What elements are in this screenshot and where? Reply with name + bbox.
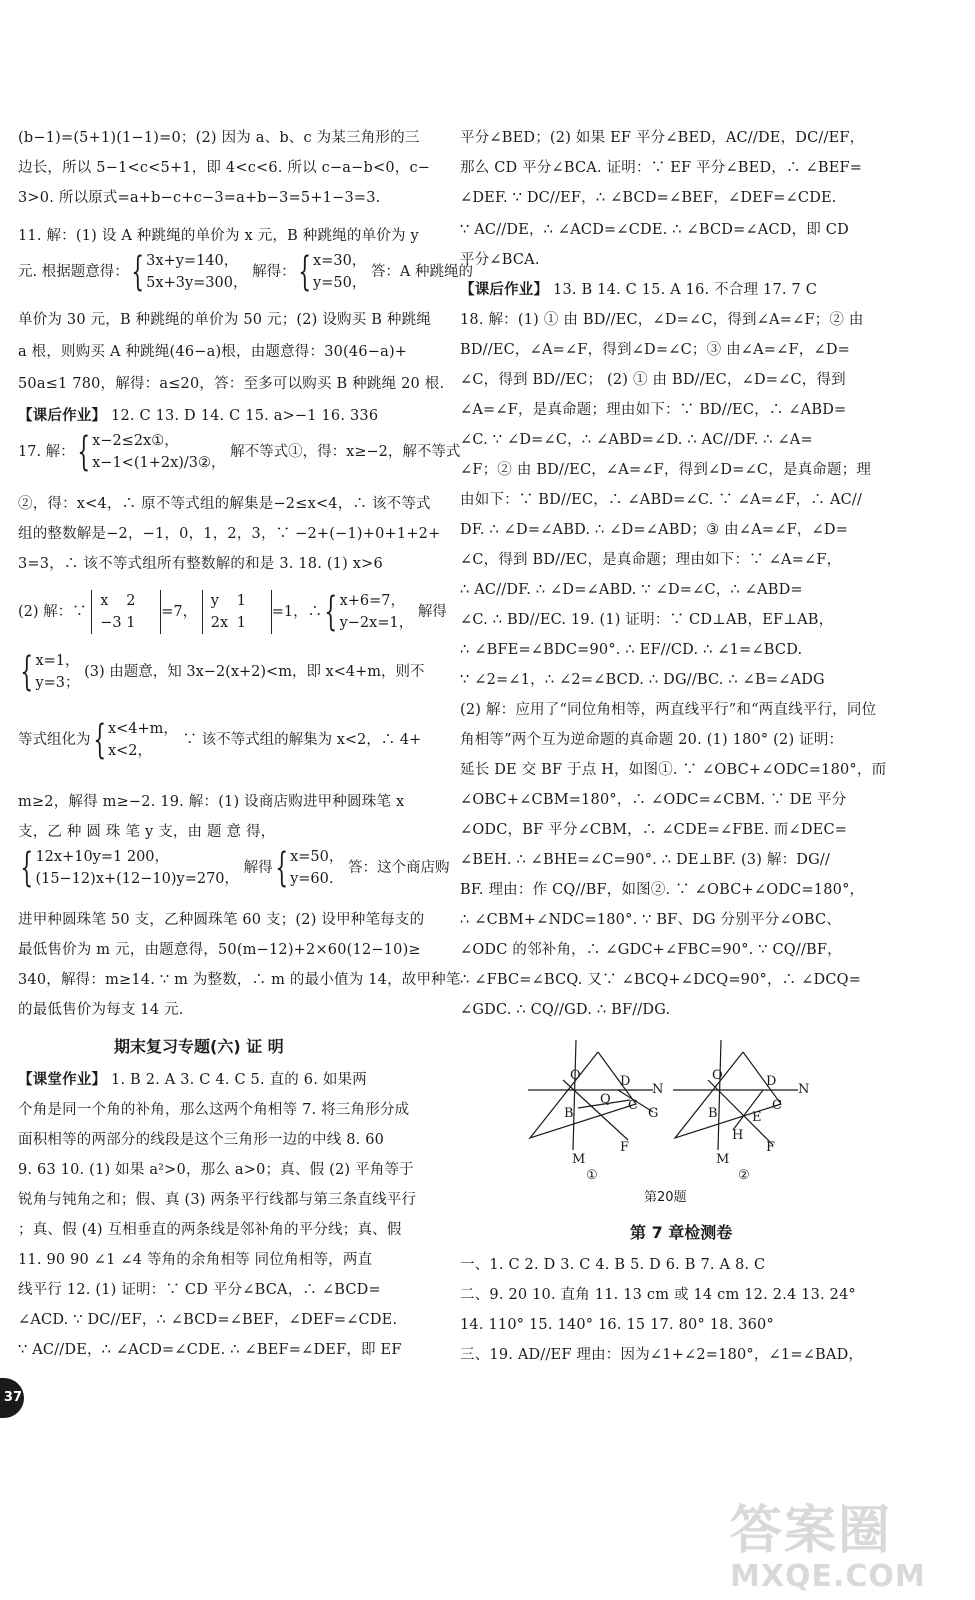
text-line: (b−1)=(5+1)(1−1)=0；(2) 因为 a、b、c 为某三角形的三: [18, 130, 420, 146]
text-line: 进甲种圆珠笔 50 支，乙种圆珠笔 60 支；(2) 设甲种笔每支的: [18, 912, 425, 928]
point-label: M: [716, 1152, 730, 1167]
equation: (15−12)x+(12−10)y=270，: [35, 871, 240, 887]
text-line: ∠C. ∵ ∠D=∠C，∴ ∠ABD=∠D. ∴ AC//DF. ∴ ∠A=: [460, 432, 813, 448]
figure-1-label: ①: [586, 1168, 598, 1183]
equation: x<4+m，: [107, 721, 178, 737]
text-line: 11. 90 90 ∠1 ∠4 等角的余角相等 同位角相等，两直: [18, 1252, 373, 1268]
det-prefix: (2) 解：∵: [18, 604, 87, 620]
solution-stack: [290, 846, 343, 890]
text-line: 支，乙 种 圆 珠 笔 y 支，由 题 意 得，: [18, 824, 276, 840]
text-line: 角相等”两个互为逆命题的真命题 20. (1) 180° (2) 证明：: [460, 732, 844, 748]
det-cell: 1: [236, 593, 246, 609]
equation-stack: [35, 846, 239, 890]
text-line: ∠OBC+∠CBM=180°，∴ ∠ODC=∠CBM. ∵ DE 平分: [460, 792, 847, 808]
text-line: 50a≤1 780，解得：a≤20，答：至多可以购买 B 种跳绳 20 根.: [18, 376, 445, 392]
text-line: ∠GDC. ∴ CQ//GD. ∴ BF//DG.: [460, 1002, 671, 1018]
text-line: ；真、假 (4) 互相垂直的两条线是邻补角的平分线；真、假: [18, 1222, 402, 1238]
point-label: B: [564, 1106, 574, 1121]
equation: 3x+y=140，: [146, 253, 239, 269]
text-line: 那么 CD 平分∠BCA. 证明：∵ EF 平分∠BED，∴ ∠BEF=: [460, 160, 863, 176]
point-label: D: [766, 1074, 777, 1089]
sys-suffix: (3) 由题意，知 3x−2(x+2)<m，即 x<4+m，则不: [84, 664, 425, 680]
sys-mid: 解得: [243, 860, 273, 876]
text-line: ∵ AC//DE，∴ ∠ACD=∠CDE. ∴ ∠BCD=∠ACD，即 CD: [460, 222, 849, 238]
text-line: ∵ AC//DE，∴ ∠ACD=∠CDE. ∴ ∠BEF=∠DEF，即 EF: [18, 1342, 402, 1358]
sys-suffix: ∵ 该不等式组的解集为 x<2，∴ 4+: [182, 732, 422, 748]
text-line: m≥2，解得 m≥−2. 19. 解：(1) 设商店购进甲种圆珠笔 x: [18, 794, 405, 810]
det-mid: =1，∴: [271, 604, 323, 620]
point-label: N: [652, 1082, 664, 1097]
equation: x−2≤2x①，: [92, 433, 179, 449]
text-line: ∴ ∠BFE=∠BDC=90°. ∴ EF//CD. ∴ ∠1=∠BCD.: [460, 642, 803, 658]
text-line: 340，解得：m≥14. ∵ m 为整数，∴ m 的最小值为 14，故甲种笔: [18, 972, 461, 988]
equation-system-11: [18, 250, 473, 294]
left-brace: {: [92, 717, 106, 763]
sys-suffix: 答：这个商店购: [347, 860, 450, 876]
sys-mid: 解得：: [252, 264, 296, 280]
point-label: O: [712, 1068, 723, 1083]
text-line: ∵ ∠2=∠1，∴ ∠2=∠BCD. ∴ DG//BC. ∴ ∠B=∠ADG: [460, 672, 825, 688]
watermark-url: MXQE.COM: [730, 1559, 926, 1594]
text-line: 3=3，∴ 该不等式组所有整数解的和是 3. 18. (1) x>6: [18, 556, 383, 572]
text-line: 11. 解：(1) 设 A 种跳绳的单价为 x 元，B 种跳绳的单价为 y: [18, 228, 419, 244]
triangle: [530, 1052, 636, 1138]
text-line: 由如下：∵ BD//EC，∴ ∠ABD=∠C. ∵ ∠A=∠F，∴ AC//: [460, 492, 863, 508]
solution-stack: [313, 250, 366, 294]
det-cell: y: [210, 593, 219, 609]
sys-prefix: 等式组化为: [18, 732, 91, 748]
point-label: M: [572, 1152, 586, 1167]
text-line: 平分∠BED；(2) 如果 EF 平分∠BED，AC//DE，DC//EF，: [460, 130, 865, 146]
equation: x−1<(1+2x)/3②，: [92, 455, 226, 471]
solution: y=3；: [35, 675, 80, 691]
det-cell: −3: [100, 615, 122, 631]
equation-stack: [92, 430, 225, 474]
point-label: F: [766, 1140, 776, 1155]
left-brace: {: [20, 649, 34, 695]
text-line: 的最低售价为每支 14 元.: [18, 1002, 184, 1018]
det-cell: 2: [126, 593, 136, 609]
equation: 5x+3y=300，: [146, 275, 248, 291]
left-brace: {: [324, 589, 338, 635]
test-line: 一、1. C 2. D 3. C 4. B 5. D 6. B 7. A 8. C: [460, 1257, 766, 1273]
point-label: F: [620, 1140, 630, 1155]
det-cell: 2x: [210, 615, 229, 631]
solution: y=60.: [290, 871, 334, 887]
sys-prefix: 17. 解：: [18, 444, 75, 460]
text-line: ∴ ∠CBM+∠NDC=180°. ∵ BF、DG 分别平分∠OBC、: [460, 912, 842, 928]
equation: 12x+10y=1 200，: [35, 849, 170, 865]
text-line: 面积相等的两部分的线段是这个三角形一边的中线 8. 60: [18, 1132, 385, 1148]
homework-tag: 【课后作业】: [18, 408, 107, 424]
point-label: E: [752, 1110, 762, 1125]
homework-line: [18, 406, 378, 426]
left-brace: {: [275, 845, 288, 891]
det-suffix: 解得: [417, 604, 447, 620]
text-line: ∠ACD. ∵ DC//EF，∴ ∠BCD=∠BEF，∠DEF=∠CDE.: [18, 1312, 398, 1328]
text-line: 18. 解：(1) ① 由 BD//EC，∠D=∠C，得到∠A=∠F；② 由: [460, 312, 864, 328]
sys-prefix: 元. 根据题意得：: [18, 264, 129, 280]
page-number: 37: [0, 1378, 24, 1418]
determinant-1: [91, 590, 161, 634]
test-line: 14. 110° 15. 140° 16. 15 17. 80° 18. 360°: [460, 1317, 774, 1333]
point-label: G: [648, 1106, 659, 1121]
text-line: 边长，所以 5−1<c<5+1，即 4<c<6. 所以 c−a−b<0，c−: [18, 160, 431, 176]
text-line: ②，得：x<4，∴ 原不等式组的解集是−2≤x<4，∴ 该不等式: [18, 496, 431, 512]
text-line: 延长 DE 交 BF 于点 H，如图①. ∵ ∠OBC+∠ODC=180°，而: [460, 762, 887, 778]
left-brace: {: [131, 249, 144, 295]
text-line: a 根，则购买 A 种跳绳(46−a)根，由题意得：30(46−a)+: [18, 344, 408, 360]
text-line: 锐角与钝角之和；假、真 (3) 两条平行线都与第三条直线平行: [18, 1192, 417, 1208]
equation: y−2x=1，: [339, 615, 414, 631]
chapter-title: 第 7 章检测卷: [630, 1223, 733, 1242]
triangle: [675, 1052, 781, 1138]
det-cell: 1: [126, 615, 136, 631]
section-title: 期末复习专题(六) 证 明: [114, 1037, 284, 1056]
homework-line: [460, 280, 817, 300]
text-line: ∴ AC//DF. ∴ ∠D=∠ABD. ∵ ∠D=∠C，∴ ∠ABD=: [460, 582, 803, 598]
text-line: 平分∠BCA.: [460, 252, 540, 268]
text-line: 3>0. 所以原式=a+b−c+c−3=a+b−3=5+1−3=3.: [18, 190, 381, 206]
text-line: BF. 理由：作 CQ//BF，如图②. ∵ ∠OBC+∠ODC=180°，: [460, 882, 865, 898]
text-line: 最低售价为 m 元，由题意得，50(m−12)+2×60(12−10)≥: [18, 942, 421, 958]
homework-answers: 12. C 13. D 14. C 15. a>−1 16. 336: [111, 408, 379, 424]
det-cell: 1: [236, 615, 246, 631]
watermark-logo-text: 答案圈: [730, 1501, 893, 1561]
test-line: 二、9. 20 10. 直角 11. 13 cm 或 14 cm 12. 2.4 13. 24°: [460, 1287, 856, 1303]
equation: x+6=7，: [339, 593, 406, 609]
point-label: C: [772, 1098, 782, 1113]
left-brace: {: [20, 845, 34, 891]
point-label: O: [570, 1068, 581, 1083]
figure-1: [528, 1040, 653, 1150]
determinant-2: [202, 590, 272, 634]
equation: x<2，: [107, 743, 153, 759]
text-line: 单价为 30 元，B 种跳绳的单价为 50 元；(2) 设购买 B 种跳绳: [18, 312, 432, 328]
text-line: ∴ ∠FBC=∠BCQ. 又∵ ∠BCQ+∠DCQ=90°，∴ ∠DCQ=: [460, 972, 862, 988]
determinant-equation: [18, 590, 447, 634]
text-line: 9. 63 10. (1) 如果 a²>0，那么 a>0；真、假 (2) 平角等于: [18, 1162, 414, 1178]
det-cell: x: [100, 593, 109, 609]
text-line: ∠C，得到 BD//EC，是真命题；理由如下：∵ ∠A=∠F，: [460, 552, 842, 568]
homework-answers: 13. B 14. C 15. A 16. 不合理 17. 7 C: [553, 282, 818, 298]
figure-caption: 第20题: [644, 1190, 687, 1205]
figure-2-label: ②: [738, 1168, 750, 1183]
point-label: N: [798, 1082, 810, 1097]
figure-20: [518, 1030, 818, 1205]
solution-stack: [35, 650, 79, 694]
equation-stack: [340, 590, 414, 634]
det-mid: =7，: [161, 604, 198, 620]
sys-suffix: 解不等式①，得：x≥−2，解不等式: [230, 444, 461, 460]
text-line: 组的整数解是−2，−1，0，1，2，3，∵ −2+(−1)+0+1+2+: [18, 526, 441, 542]
inequality-system-18: [18, 718, 421, 762]
text-line: 线平行 12. (1) 证明：∵ CD 平分∠BCA，∴ ∠BCD=: [18, 1282, 381, 1298]
text-line: 个角是同一个角的补角，那么这两个角相等 7. 将三角形分成: [18, 1102, 410, 1118]
homework-tag: 【课后作业】: [460, 282, 549, 298]
point-label: H: [732, 1128, 744, 1143]
text-line: DF. ∴ ∠D=∠ABD. ∴ ∠D=∠ABD；③ 由∠A=∠F，∠D=: [460, 522, 849, 538]
watermark: [730, 1488, 960, 1594]
text-line: ∠A=∠F，是真命题；理由如下：∵ BD//EC，∴ ∠ABD=: [460, 402, 847, 418]
text-line: (2) 解：应用了“同位角相等，两直线平行”和“两直线平行，同位: [460, 702, 877, 718]
text-line: ∠ODC，BF 平分∠CBM，∴ ∠CDE=∠FBE. 而∠DEC=: [460, 822, 848, 838]
solution: y=50，: [313, 275, 367, 291]
text-line: ∠ODC 的邻补角，∴ ∠GDC+∠FBC=90°. ∵ CQ//BF，: [460, 942, 842, 958]
left-brace: {: [77, 429, 90, 475]
line-OM: [718, 1040, 721, 1150]
text-line: ∠F；② 由 BD//EC，∠A=∠F，得到∠D=∠C，是真命题；理: [460, 462, 872, 478]
test-line: 三、19. AD//EF 理由：因为∠1+∠2=180°，∠1=∠BAD，: [460, 1347, 864, 1363]
classwork-tag: 【课堂作业】: [18, 1072, 107, 1088]
point-label: B: [708, 1106, 718, 1121]
point-label: Q: [600, 1092, 611, 1107]
solution: x=30，: [313, 253, 367, 269]
equation-system-19: [18, 846, 449, 890]
text-line: 1. B 2. A 3. C 4. C 5. 直的 6. 如果两: [111, 1072, 367, 1088]
text-line: BD//EC，∠A=∠F，得到∠D=∠C；③ 由∠A=∠F，∠D=: [460, 342, 850, 358]
text-line: ∠BEH. ∴ ∠BHE=∠C=90°. ∴ DE⊥BF. (3) 解：DG//: [460, 852, 831, 868]
line-OM: [573, 1040, 576, 1150]
equation-system-17: [18, 430, 460, 474]
solution: x=1，: [35, 653, 80, 669]
solution-system-18: [18, 650, 425, 694]
text-line: ∠C. ∴ BD//EC. 19. (1) 证明：∵ CD⊥AB，EF⊥AB，: [460, 612, 834, 628]
text-line: ∠DEF. ∵ DC//EF，∴ ∠BCD=∠BEF，∠DEF=∠CDE.: [460, 190, 837, 206]
equation-stack: [108, 718, 178, 762]
point-label: D: [620, 1074, 631, 1089]
solution: x=50，: [290, 849, 344, 865]
point-label: C: [628, 1098, 638, 1113]
classwork-line: [18, 1070, 367, 1090]
text-line: ∠C，得到 BD//EC； (2) ① 由 BD//EC，∠D=∠C，得到: [460, 372, 846, 388]
sys-suffix: 答：A 种跳绳的: [370, 264, 474, 280]
equation-stack: [146, 250, 247, 294]
left-brace: {: [297, 249, 311, 295]
